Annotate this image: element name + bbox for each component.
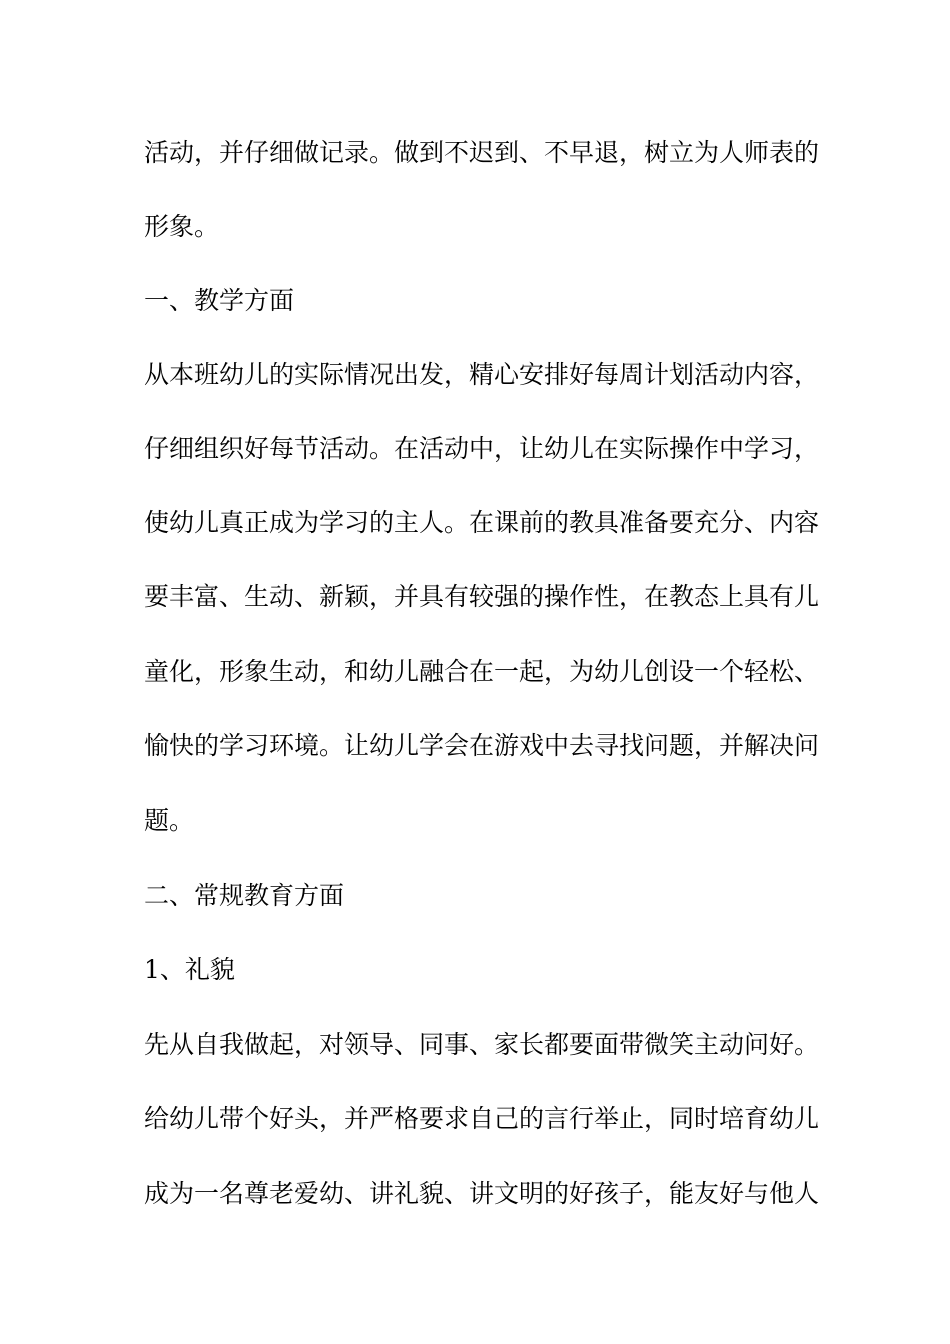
text-line: 先从自我做起，对领导、同事、家长都要面带微笑主动问好。 xyxy=(144,1030,820,1059)
subsection-heading: 1、礼貌 xyxy=(144,955,235,984)
section-heading: 二、常规教育方面 xyxy=(144,881,345,910)
text-line: 童化，形象生动，和幼儿融合在一起，为幼儿创设一个轻松、 xyxy=(144,657,820,686)
text-line: 活动，并仔细做记录。做到不迟到、不早退，树立为人师表的 xyxy=(144,138,820,167)
text-line: 成为一名尊老爱幼、讲礼貌、讲文明的好孩子，能友好与他人 xyxy=(144,1179,820,1208)
text-line: 题。 xyxy=(144,806,195,835)
text-line: 愉快的学习环境。让幼儿学会在游戏中去寻找问题，并解决问 xyxy=(144,731,820,760)
text-line: 使幼儿真正成为学习的主人。在课前的教具准备要充分、内容 xyxy=(144,508,820,537)
text-line: 形象。 xyxy=(144,212,220,241)
text-line: 给幼儿带个好头，并严格要求自己的言行举止，同时培育幼儿 xyxy=(144,1104,820,1133)
text-line: 从本班幼儿的实际情况出发，精心安排好每周计划活动内容， xyxy=(144,360,820,389)
text-line: 仔细组织好每节活动。在活动中，让幼儿在实际操作中学习， xyxy=(144,434,820,463)
section-heading: 一、教学方面 xyxy=(144,286,295,315)
text-line: 要丰富、生动、新颖，并具有较强的操作性，在教态上具有儿 xyxy=(144,582,820,611)
